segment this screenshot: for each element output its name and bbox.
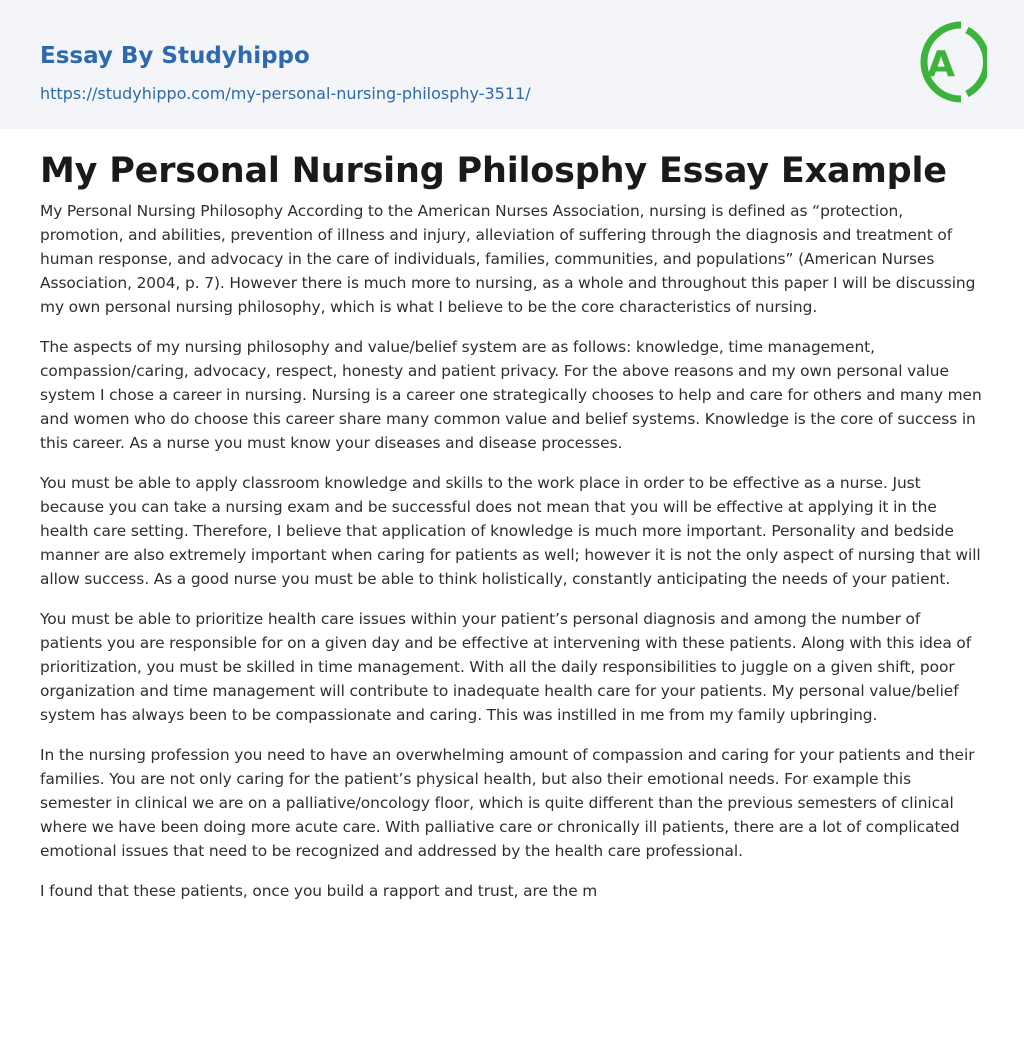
site-header	[0, 0, 1024, 129]
article	[0, 129, 1024, 903]
page-url-link[interactable]: https://studyhippo.com/my-personal-nursing-philosphy-3511/	[40, 84, 531, 103]
essay-paragraph: My Personal Nursing Philosophy According to the American Nurses Association, nursing is defined as “protection, promotion, and abilities, prevention of illness and injury, alleviation of suffering through the diagnosis and treatment of human response, and advocacy in the care of individuals, families, communities, and populations” (American Nurses Association, 2004, p. 7). However there is much more to nursing, as a whole and throughout this paper I will be discussing my own personal nursing philosophy, which is what I believe to be the core characteristics of nursing.	[40, 202, 976, 316]
essay-paragraph: I found that these patients, once you build a rapport and trust, are the m	[40, 882, 598, 900]
studyhippo-logo-icon[interactable]	[911, 19, 987, 105]
essay-paragraph: In the nursing profession you need to have an overwhelming amount of compassion and caring for your patients and their families. You are not only caring for the patient’s physical health, but also their emotional needs. For example this semester in clinical we are on a palliative/oncology floor, which is quite different than the previous semesters of clinical where we have been doing more acute care. With palliative care or chronically ill patients, there are a lot of complicated emotional issues that need to be recognized and addressed by the health care professional.	[40, 746, 975, 860]
essay-body	[40, 199, 984, 903]
page-title: My Personal Nursing Philosphy Essay Example	[40, 151, 947, 191]
essay-paragraph: The aspects of my nursing philosophy and value/belief system are as follows: knowledge, time management, compassion/caring, advocacy, respect, honesty and patient privacy. For the above reasons and my own personal value system I chose a career in nursing. Nursing is a career one strategically chooses to help and care for others and many men and women who do choose this career share many common value and belief systems. Knowledge is the core of success in this career. As a nurse you must know your diseases and disease processes.	[40, 338, 982, 452]
logo-letter: A	[927, 44, 955, 85]
site-brand[interactable]: Essay By Studyhippo	[40, 43, 310, 69]
essay-paragraph: You must be able to prioritize health care issues within your patient’s personal diagnosis and among the number of patients you are responsible for on a given day and be effective at intervening with these patients. Along with this idea of prioritization, you must be skilled in time management. With all the daily responsibilities to juggle on a given shift, poor organization and time management will contribute to inadequate health care for your patients. My personal value/belief system has always been to be compassionate and caring. This was instilled in me from my family upbringing.	[40, 610, 972, 724]
essay-paragraph: You must be able to apply classroom knowledge and skills to the work place in order to be effective as a nurse. Just because you can take a nursing exam and be successful does not mean that you will be effective at applying it in the health care setting. Therefore, I believe that application of knowledge is much more important. Personality and bedside manner are also extremely important when caring for patients as well; however it is not the only aspect of nursing that will allow success. As a good nurse you must be able to think holistically, constantly anticipating the needs of your patient.	[40, 474, 981, 588]
